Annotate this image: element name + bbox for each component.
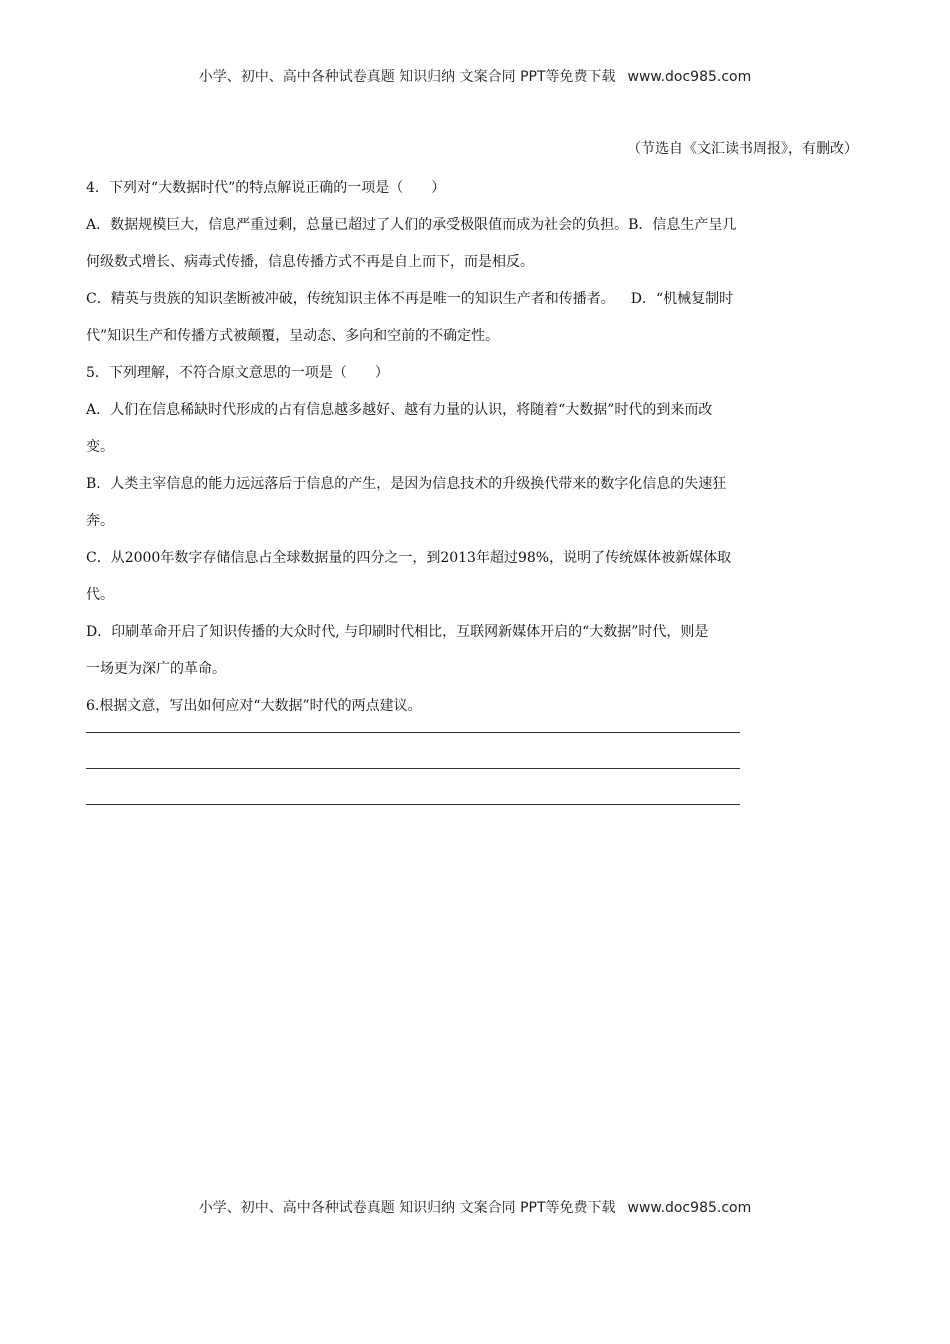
question-4-option-c-d (86, 281, 858, 318)
question-5-option-c-cont: 代。 (86, 587, 114, 603)
question-5-option-d: D．印刷革命开启了知识传播的大众时代, 与印刷时代相比，互联网新媒体开启的“大数据”时代，则是 (86, 624, 709, 640)
answer-line-1[interactable] (86, 732, 740, 768)
question-5-option-a: A．人们在信息稀缺时代形成的占有信息越多越好、越有力量的认识，将随着“大数据”时代的到来而改 (86, 402, 713, 418)
question-4-option-c: C．精英与贵族的知识垄断被冲破，传统知识主体不再是唯一的知识生产者和传播者。 (86, 291, 615, 307)
source-note: （节选自《文汇读书周报》，有删改） (627, 141, 858, 157)
page-header (0, 66, 950, 86)
footer-text: 小学、初中、高中各种试卷真题 知识归纳 文案合同 PPT等免费下载 (198, 1200, 616, 1216)
answer-line-2[interactable] (86, 768, 740, 804)
question-4-stem: 4．下列对“大数据时代”的特点解说正确的一项是（ ） (86, 180, 446, 196)
header-url[interactable]: www.doc985.com (627, 69, 752, 85)
page-footer (0, 1197, 950, 1217)
question-5-option-c: C．从2000年数字存储信息占全球数据量的四分之一，到2013年超过98%，说明了传统媒体被新媒体取 (86, 550, 732, 566)
question-6-stem: 6.根据文意，写出如何应对“大数据”时代的两点建议。 (86, 698, 422, 714)
answer-line-3[interactable] (86, 804, 740, 840)
footer-url[interactable]: www.doc985.com (627, 1200, 752, 1216)
question-content (86, 170, 858, 725)
answer-lines (86, 732, 740, 840)
question-5-option-b-cont: 奔。 (86, 513, 114, 529)
question-5-option-b: B．人类主宰信息的能力远远落后于信息的产生，是因为信息技术的升级换代带来的数字化信息的失速狂 (86, 476, 727, 492)
question-5-option-a-cont: 变。 (86, 439, 114, 455)
question-4-option-a-b: A．数据规模巨大，信息严重过剩，总量已超过了人们的承受极限值而成为社会的负担。B．信息生产呈几 (86, 217, 737, 233)
question-5-stem: 5．下列理解，不符合原文意思的一项是（ ） (86, 365, 389, 381)
header-text: 小学、初中、高中各种试卷真题 知识归纳 文案合同 PPT等免费下载 (198, 69, 616, 85)
question-4-option-d: D．“机械复制时 (630, 291, 734, 307)
question-4-option-d-cont: 代”知识生产和传播方式被颠覆，呈动态、多向和空前的不确定性。 (86, 328, 500, 344)
question-5-option-d-cont: 一场更为深广的革命。 (86, 661, 226, 677)
question-4-option-b-cont: 何级数式增长、病毒式传播，信息传播方式不再是自上而下，而是相反。 (86, 254, 534, 270)
